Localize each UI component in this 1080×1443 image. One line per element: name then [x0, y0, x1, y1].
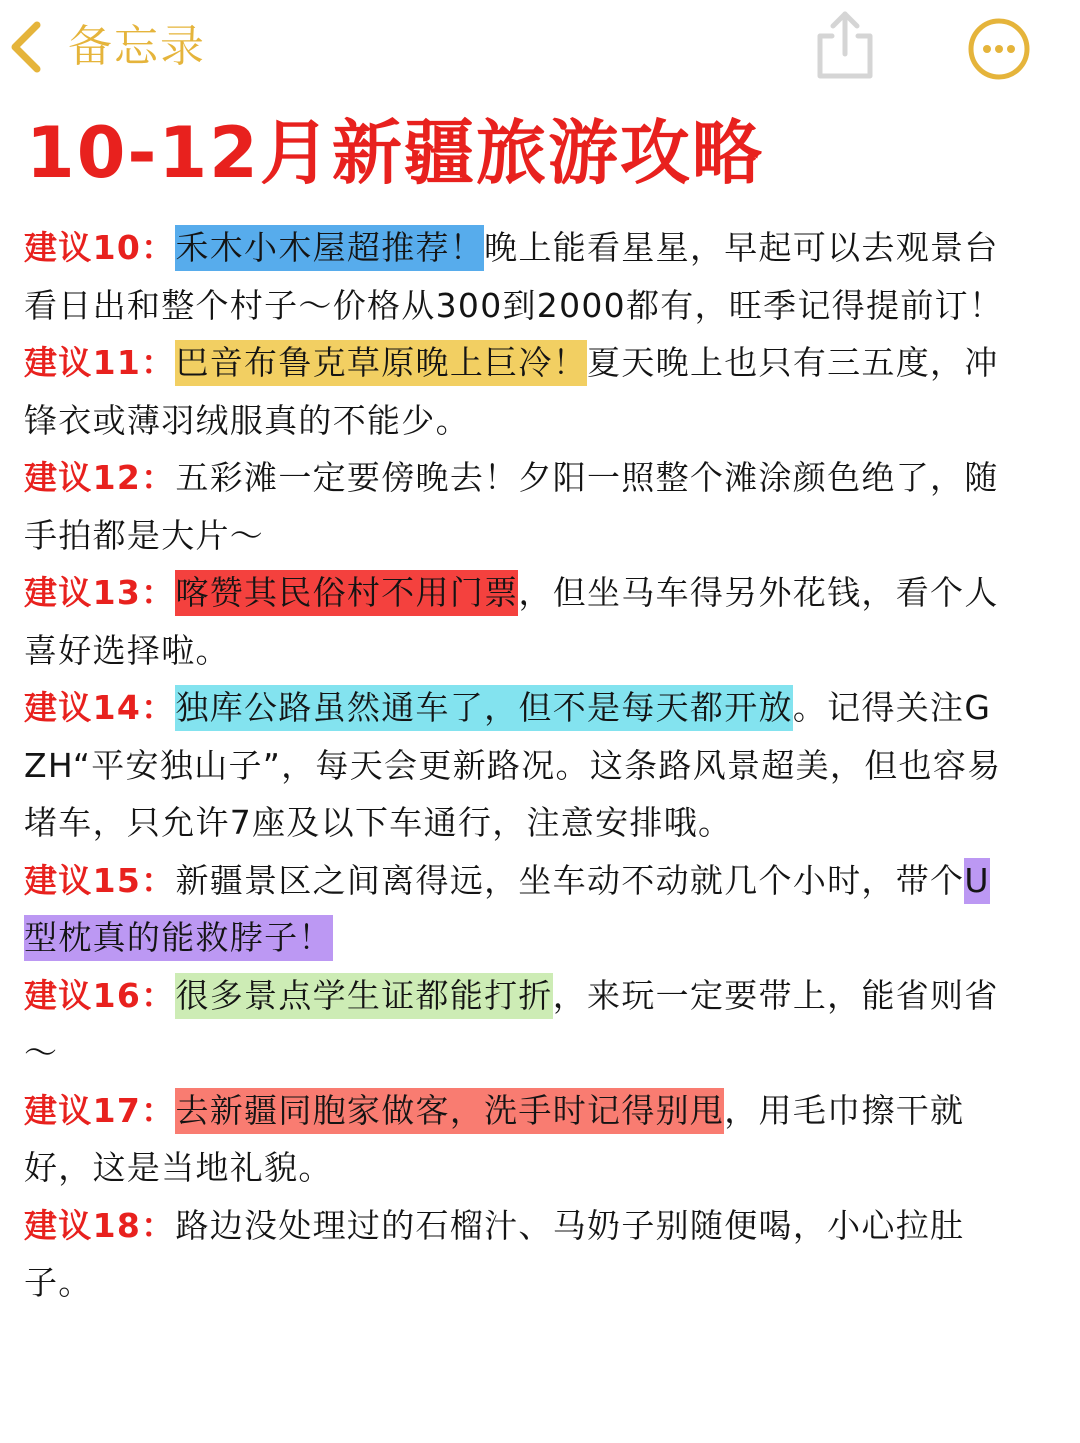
tip-label: 建议11：: [24, 343, 176, 382]
tip-label: 建议14：: [24, 688, 176, 727]
tip-label: 建议15：: [24, 860, 176, 900]
tip-label: 建议13：: [24, 573, 176, 612]
more-options-icon: [966, 16, 1032, 82]
tip-text: 。记得关注GZH“平安独山子”，每天会更新路况。这条路风景超美，但也容易堵车，只允许7座及以下车通行，注意安排哦。: [24, 688, 1002, 842]
note-body: [24, 219, 1014, 1312]
tip-label: 建议10：: [24, 228, 176, 267]
tip-label: 建议16：: [24, 975, 176, 1015]
tip-paragraph: [24, 564, 1014, 679]
tip-paragraph: [24, 852, 1014, 967]
back-label: 备忘录: [68, 21, 206, 72]
note-title: 10-12月新疆旅游攻略: [26, 112, 764, 194]
share-button[interactable]: [812, 8, 878, 82]
tip-label: 建议12：: [24, 458, 176, 497]
tip-text: 夏天晚上也只有三五度，冲锋衣或薄羽绒服真的不能少。: [24, 343, 999, 440]
more-options-button[interactable]: [966, 16, 1032, 82]
chevron-left-icon: [6, 19, 46, 75]
back-button[interactable]: [6, 14, 206, 80]
top-bar: [0, 0, 1080, 96]
tip-paragraph: [24, 1082, 1014, 1197]
tip-highlight: 禾木小木屋超推荐！: [175, 225, 484, 271]
tip-highlight: 独库公路虽然通车了，但不是每天都开放: [175, 685, 792, 731]
tip-highlight: 去新疆同胞家做客，洗手时记得别甩: [175, 1088, 724, 1134]
tip-highlight: U型枕真的能救脖子！: [24, 858, 990, 962]
tip-text: 五彩滩一定要傍晚去！夕阳一照整个滩涂颜色绝了，随手拍都是大片～: [24, 458, 999, 555]
tip-highlight: 很多景点学生证都能打折: [175, 973, 552, 1019]
tip-highlight: 巴音布鲁克草原晚上巨冷！: [175, 340, 587, 386]
tip-text: 晚上能看星星，早起可以去观景台看日出和整个村子～价格从300到2000都有，旺季记得提前订！: [24, 228, 1004, 325]
tip-label: 建议18：: [24, 1205, 176, 1245]
tip-paragraph: [24, 679, 1014, 852]
tip-paragraph: [24, 449, 1014, 564]
tip-highlight: 喀赞其民俗村不用门票: [175, 570, 518, 616]
tip-text: ，用毛巾擦干就好，这是当地礼貌。: [24, 1090, 965, 1187]
tip-text: ，但坐马车得另外花钱，看个人喜好选择啦。: [24, 573, 999, 670]
share-icon: [812, 8, 878, 82]
tip-paragraph: [24, 334, 1014, 449]
tip-label: 建议17：: [24, 1090, 176, 1130]
tip-text: 新疆景区之间离得远，坐车动不动就几个小时，带个: [175, 860, 965, 900]
tip-paragraph: [24, 967, 1014, 1082]
tip-text: 路边没处理过的石榴汁、马奶子别随便喝，小心拉肚子。: [24, 1205, 965, 1302]
tip-paragraph: [24, 1197, 1014, 1312]
tip-paragraph: [24, 219, 1014, 334]
tip-text: ，来玩一定要带上，能省则省～: [24, 975, 999, 1072]
